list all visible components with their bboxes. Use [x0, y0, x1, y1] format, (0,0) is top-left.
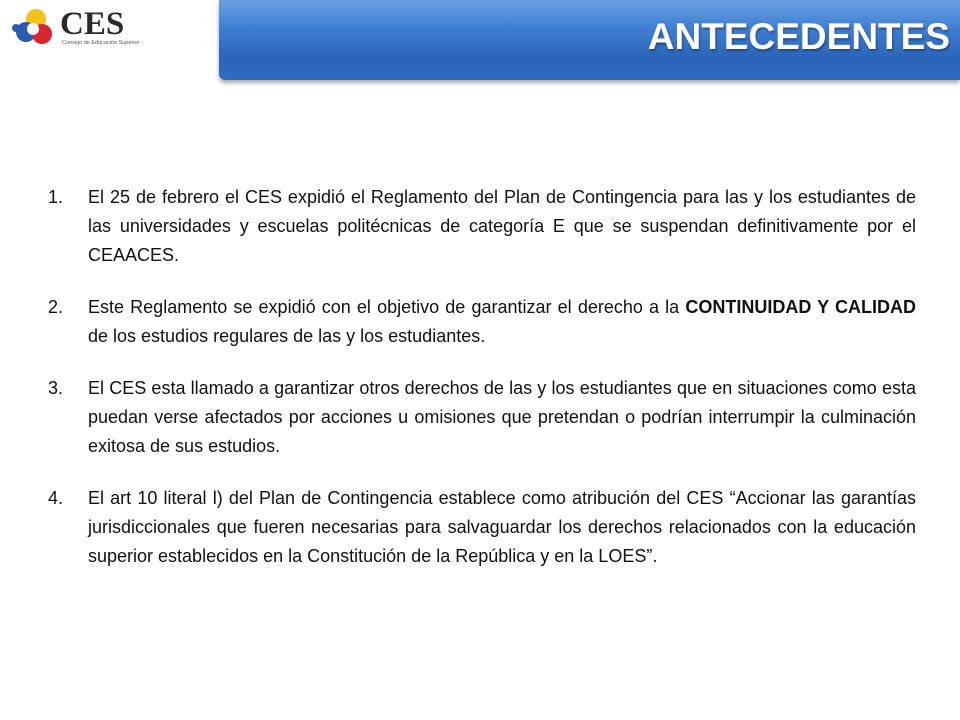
page-title: ANTECEDENTES — [647, 16, 950, 57]
list-item-number: 3. — [48, 378, 64, 398]
list-item — [48, 374, 916, 461]
logo-text: CES — [60, 6, 125, 42]
logo-subtitle: Consejo de Educación Superior — [62, 40, 140, 46]
ces-logo-icon — [6, 4, 58, 52]
list-item — [48, 293, 916, 351]
list-item-text-bold: CONTINUIDAD Y CALIDAD — [685, 297, 917, 317]
list-item-text: El CES esta llamado a garantizar otros derechos de las y los estudiantes que en situaciones como esta puedan verse afectados por acciones u omisiones que pretendan o podrían interrumpir la culminación exitosa de sus estudios. — [88, 378, 916, 456]
title-banner — [219, 0, 960, 80]
list-item-number: 2. — [48, 297, 64, 317]
list-item — [48, 183, 916, 270]
list-item-text-before: Este Reglamento se expidió con el objetivo de garantizar el derecho a la — [88, 297, 686, 317]
list-item-text — [88, 293, 916, 351]
list-item-text: El 25 de febrero el CES expidió el Reglamento del Plan de Contingencia para las y los estudiantes de las universidades y escuelas politécnicas de categoría E que se suspendan definitivamente por el CEAACES. — [88, 187, 916, 265]
list-item-number: 1. — [48, 187, 64, 207]
list-item-text-after: de los estudios regulares de las y los estudiantes. — [88, 326, 486, 346]
ces-logo — [6, 4, 156, 52]
list-item-text: El art 10 literal l) del Plan de Contingencia establece como atribución del CES “Accionar las garantías jurisdiccionales que fueren necesarias para salvaguardar los derechos relacionados con la educación superior establecidos en la Constitución de la República y en la LOES”. — [88, 488, 916, 566]
antecedentes-list — [48, 183, 916, 594]
list-item — [48, 484, 916, 571]
list-item-number: 4. — [48, 488, 64, 508]
